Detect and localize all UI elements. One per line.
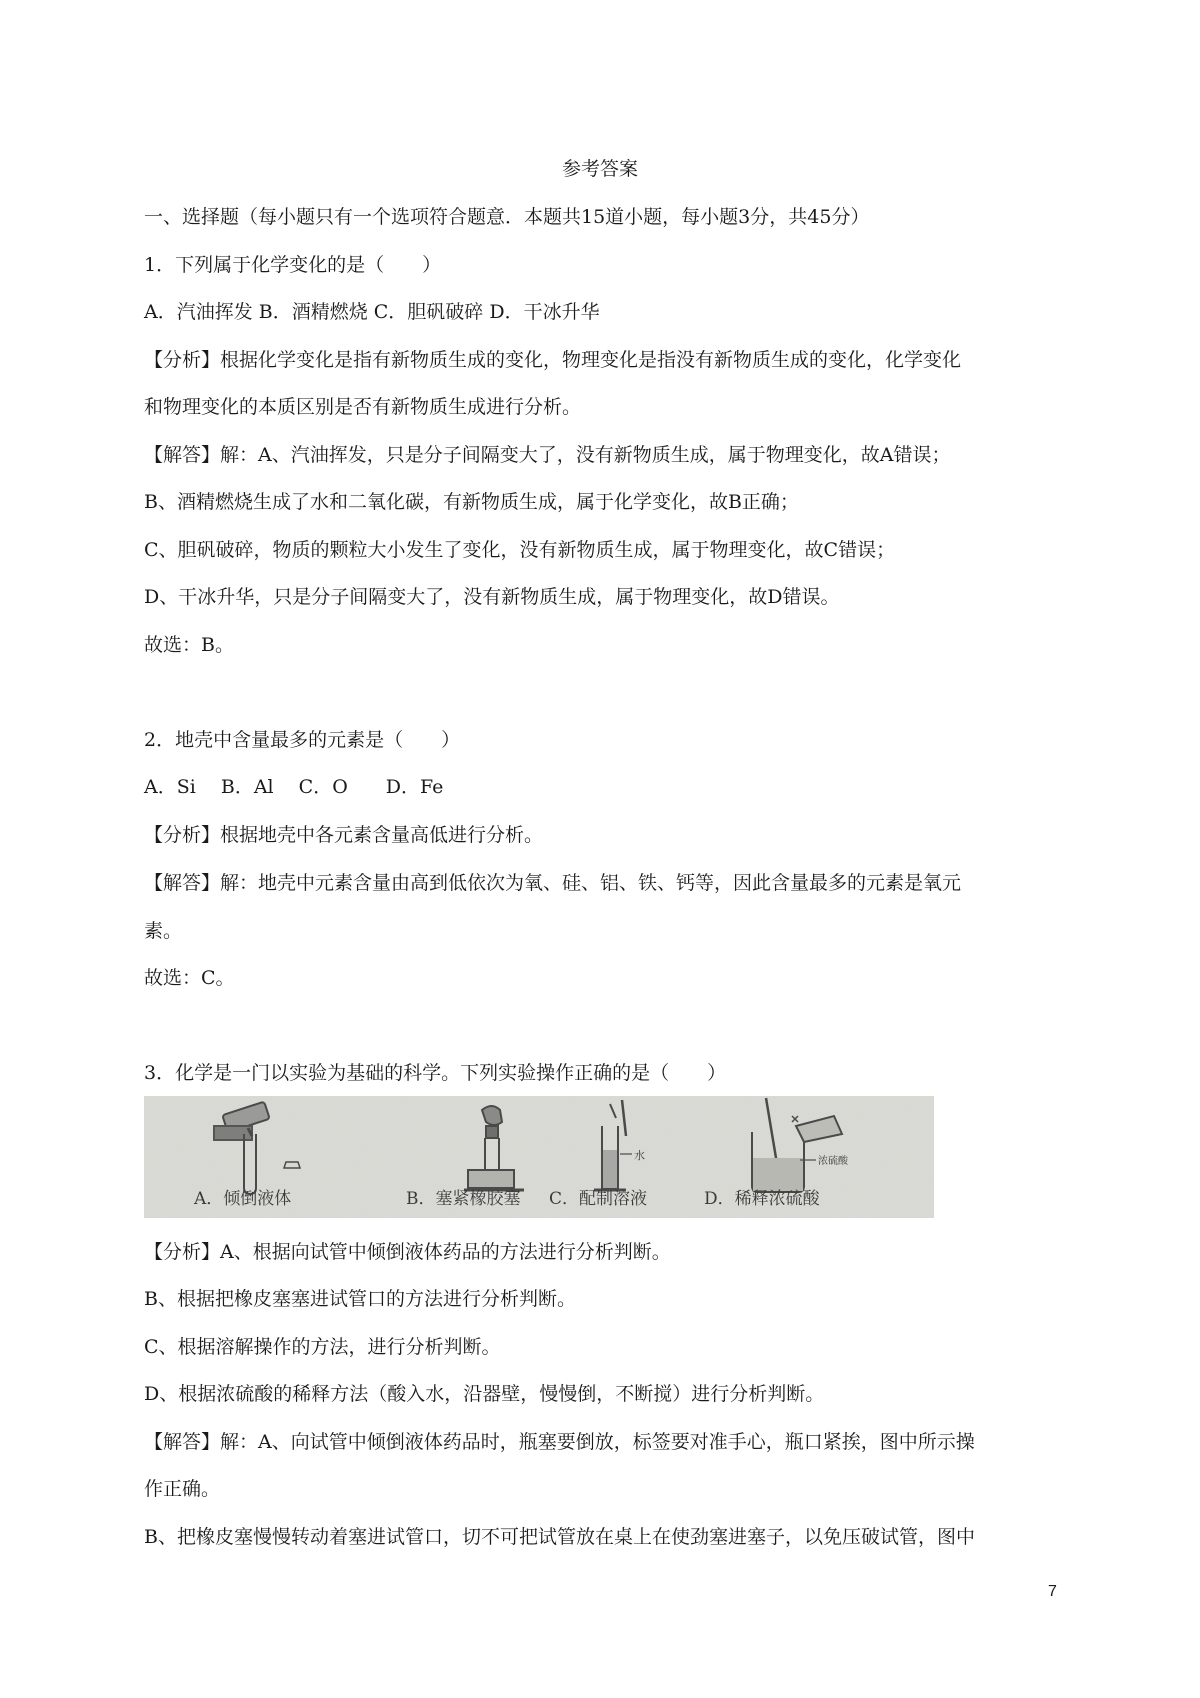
water-label: 水 [634,1149,645,1162]
question-3-analysis-d: D、根据浓硫酸的稀释方法（酸入水，沿器壁，慢慢倒，不断搅）进行分析判断。 [144,1383,825,1405]
figure-caption-d: D．稀释浓硫酸 [704,1189,820,1209]
question-2-answer-cont: 素。 [144,920,183,942]
question-1-answer-b: B、酒精燃烧生成了水和二氧化碳，有新物质生成，属于化学变化，故B正确； [144,491,799,513]
question-1-analysis: 【分析】根据化学变化是指有新物质生成的变化，物理变化是指没有新物质生成的变化，化学变化 [144,349,962,371]
question-2-analysis: 【分析】根据地壳中各元素含量高低进行分析。 [144,824,544,846]
figure-caption-a: A．倾倒液体 [194,1189,292,1209]
acid-label: 浓硫酸 [818,1156,848,1167]
figure-caption-b: B．塞紧橡胶塞 [406,1189,521,1209]
question-3-answer-a: 【解答】解：A、向试管中倾倒液体药品时，瓶塞要倒放，标签要对准手心，瓶口紧挨，图中所示操 [144,1431,975,1453]
figure-caption-c: C．配制溶液 [549,1189,648,1209]
section-heading: 一、选择题（每小题只有一个选项符合题意．本题共15道小题，每小题3分，共45分） [144,206,870,228]
page-number: 7 [1048,1583,1057,1600]
question-3: 3．化学是一门以实验为基础的科学。下列实验操作正确的是（ ） [144,1062,727,1084]
question-1-options: A．汽油挥发 B．酒精燃烧 C．胆矾破碎 D．干冰升华 [144,301,600,323]
page-title: 参考答案 [561,158,638,180]
question-2-options: A．Si B．Al C．O D．Fe [144,776,444,798]
question-2: 2．地壳中含量最多的元素是（ ） [144,729,461,751]
question-2-choice: 故选：C。 [144,967,235,989]
question-1-choice: 故选：B。 [144,634,234,656]
question-1-answer: 【解答】解：A、汽油挥发，只是分子间隔变大了，没有新物质生成，属于物理变化，故A错误； [144,444,951,466]
question-1-analysis-cont: 和物理变化的本质区别是否有新物质生成进行分析。 [144,396,582,418]
question-1-answer-c: C、胆矾破碎，物质的颗粒大小发生了变化，没有新物质生成，属于物理变化，故C错误； [144,539,896,561]
question-1-answer-d: D、干冰升华，只是分子间隔变大了，没有新物质生成，属于物理变化，故D错误。 [144,586,840,608]
question-1: 1．下列属于化学变化的是（ ） [144,254,442,276]
question-3-analysis-b: B、根据把橡皮塞塞进试管口的方法进行分析判断。 [144,1288,576,1310]
lab-operations-figure [144,1096,934,1218]
question-3-answer-a-cont: 作正确。 [144,1478,221,1500]
question-3-answer-b: B、把橡皮塞慢慢转动着塞进试管口，切不可把试管放在桌上在使劲塞进塞子，以免压破试管，图中 [144,1526,975,1548]
question-2-answer: 【解答】解：地壳中元素含量由高到低依次为氧、硅、铝、铁、钙等，因此含量最多的元素是氧元 [144,872,962,894]
question-3-analysis-a: 【分析】A、根据向试管中倾倒液体药品的方法进行分析判断。 [144,1241,671,1263]
question-3-analysis-c: C、根据溶解操作的方法，进行分析判断。 [144,1336,501,1358]
